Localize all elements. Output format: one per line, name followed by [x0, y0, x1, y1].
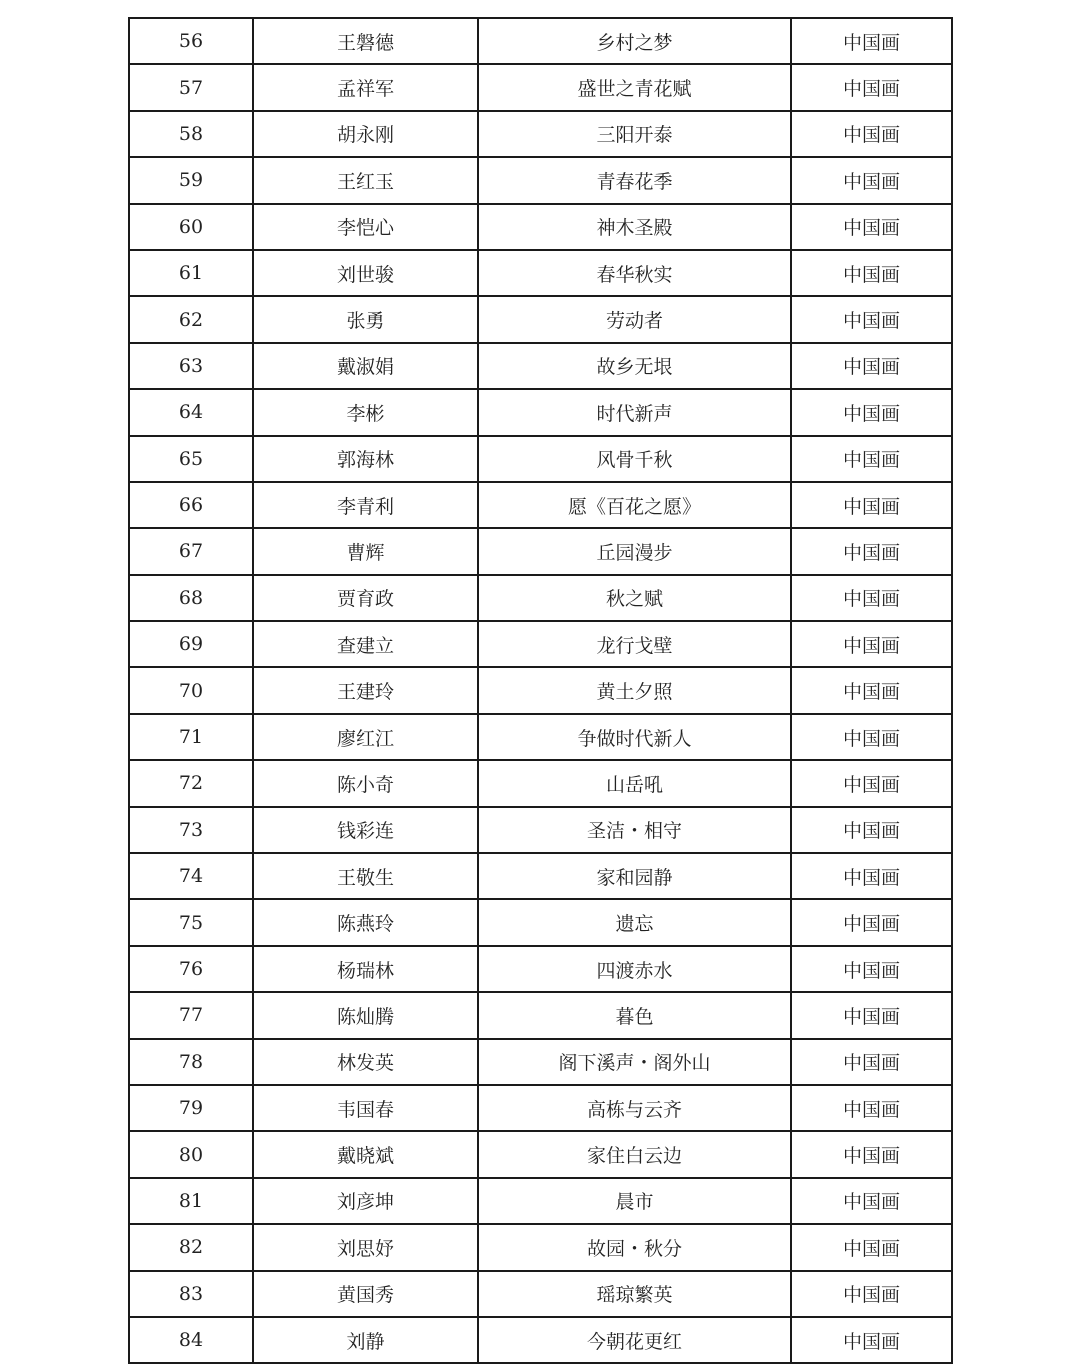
- artist-name-cell: 刘世骏: [253, 250, 478, 296]
- artwork-title-cell: 家住白云边: [478, 1131, 791, 1177]
- artist-name-cell: 王红玉: [253, 157, 478, 203]
- artwork-title-cell: 四渡赤水: [478, 946, 791, 992]
- table-row: [129, 992, 952, 1038]
- category-cell: 中国画: [791, 18, 952, 64]
- artist-name-cell: 王磐德: [253, 18, 478, 64]
- table-row: [129, 343, 952, 389]
- category-cell: 中国画: [791, 1224, 952, 1270]
- artist-name-cell: 陈灿腾: [253, 992, 478, 1038]
- artwork-title-cell: 今朝花更红: [478, 1317, 791, 1363]
- category-cell: 中国画: [791, 204, 952, 250]
- artist-name-cell: 张勇: [253, 296, 478, 342]
- artwork-title-cell: 愿《百花之愿》: [478, 482, 791, 528]
- table-row: [129, 436, 952, 482]
- row-number-cell: 74: [129, 853, 253, 899]
- artwork-title-cell: 家和园静: [478, 853, 791, 899]
- artwork-title-cell: 乡村之梦: [478, 18, 791, 64]
- artwork-title-cell: 青春花季: [478, 157, 791, 203]
- artwork-title-cell: 故乡无垠: [478, 343, 791, 389]
- artwork-title-cell: 暮色: [478, 992, 791, 1038]
- artist-name-cell: 刘静: [253, 1317, 478, 1363]
- row-number-cell: 77: [129, 992, 253, 1038]
- category-cell: 中国画: [791, 667, 952, 713]
- row-number-cell: 69: [129, 621, 253, 667]
- category-cell: 中国画: [791, 807, 952, 853]
- category-cell: 中国画: [791, 111, 952, 157]
- row-number-cell: 82: [129, 1224, 253, 1270]
- artwork-title-cell: 风骨千秋: [478, 436, 791, 482]
- artist-name-cell: 陈小奇: [253, 760, 478, 806]
- category-cell: 中国画: [791, 714, 952, 760]
- row-number-cell: 56: [129, 18, 253, 64]
- table-row: [129, 621, 952, 667]
- artwork-title-cell: 丘园漫步: [478, 528, 791, 574]
- category-cell: 中国画: [791, 389, 952, 435]
- artist-name-cell: 韦国春: [253, 1085, 478, 1131]
- table-row: [129, 1039, 952, 1085]
- table-row: [129, 296, 952, 342]
- category-cell: 中国画: [791, 436, 952, 482]
- table-row: [129, 1085, 952, 1131]
- artwork-title-cell: 遗忘: [478, 899, 791, 945]
- table-row: [129, 157, 952, 203]
- artist-name-cell: 郭海林: [253, 436, 478, 482]
- category-cell: 中国画: [791, 250, 952, 296]
- artwork-title-cell: 春华秋实: [478, 250, 791, 296]
- table-row: [129, 760, 952, 806]
- category-cell: 中国画: [791, 528, 952, 574]
- row-number-cell: 81: [129, 1178, 253, 1224]
- table-row: [129, 807, 952, 853]
- artist-name-cell: 李恺心: [253, 204, 478, 250]
- row-number-cell: 73: [129, 807, 253, 853]
- table-row: [129, 853, 952, 899]
- row-number-cell: 75: [129, 899, 253, 945]
- category-cell: 中国画: [791, 1085, 952, 1131]
- table-row: [129, 64, 952, 110]
- artwork-title-cell: 争做时代新人: [478, 714, 791, 760]
- category-cell: 中国画: [791, 1178, 952, 1224]
- table-row: [129, 575, 952, 621]
- category-cell: 中国画: [791, 760, 952, 806]
- artist-name-cell: 廖红江: [253, 714, 478, 760]
- table-row: [129, 1131, 952, 1177]
- artist-name-cell: 刘思妤: [253, 1224, 478, 1270]
- artist-name-cell: 王敬生: [253, 853, 478, 899]
- artwork-title-cell: 神木圣殿: [478, 204, 791, 250]
- artist-name-cell: 钱彩连: [253, 807, 478, 853]
- row-number-cell: 84: [129, 1317, 253, 1363]
- category-cell: 中国画: [791, 621, 952, 667]
- row-number-cell: 71: [129, 714, 253, 760]
- table-row: [129, 899, 952, 945]
- artist-name-cell: 王建玲: [253, 667, 478, 713]
- artist-name-cell: 陈燕玲: [253, 899, 478, 945]
- category-cell: 中国画: [791, 296, 952, 342]
- row-number-cell: 66: [129, 482, 253, 528]
- artist-name-cell: 胡永刚: [253, 111, 478, 157]
- artwork-list-table: [128, 17, 953, 1364]
- table-row: [129, 389, 952, 435]
- artwork-title-cell: 龙行戈壁: [478, 621, 791, 667]
- artist-name-cell: 戴淑娟: [253, 343, 478, 389]
- artwork-title-cell: 瑶琼繁英: [478, 1271, 791, 1317]
- table-row: [129, 528, 952, 574]
- artwork-title-cell: 三阳开泰: [478, 111, 791, 157]
- artwork-title-cell: 劳动者: [478, 296, 791, 342]
- artwork-title-cell: 黄土夕照: [478, 667, 791, 713]
- table-row: [129, 714, 952, 760]
- table-body: [129, 18, 952, 1363]
- artist-name-cell: 戴晓斌: [253, 1131, 478, 1177]
- artist-name-cell: 林发英: [253, 1039, 478, 1085]
- row-number-cell: 72: [129, 760, 253, 806]
- row-number-cell: 63: [129, 343, 253, 389]
- category-cell: 中国画: [791, 1131, 952, 1177]
- row-number-cell: 68: [129, 575, 253, 621]
- category-cell: 中国画: [791, 482, 952, 528]
- table-row: [129, 204, 952, 250]
- table-row: [129, 1178, 952, 1224]
- artwork-title-cell: 晨市: [478, 1178, 791, 1224]
- category-cell: 中国画: [791, 899, 952, 945]
- artist-name-cell: 刘彦坤: [253, 1178, 478, 1224]
- category-cell: 中国画: [791, 157, 952, 203]
- category-cell: 中国画: [791, 1039, 952, 1085]
- table-row: [129, 482, 952, 528]
- row-number-cell: 67: [129, 528, 253, 574]
- row-number-cell: 76: [129, 946, 253, 992]
- artist-name-cell: 黄国秀: [253, 1271, 478, 1317]
- row-number-cell: 64: [129, 389, 253, 435]
- row-number-cell: 65: [129, 436, 253, 482]
- table-row: [129, 18, 952, 64]
- category-cell: 中国画: [791, 992, 952, 1038]
- artwork-title-cell: 盛世之青花赋: [478, 64, 791, 110]
- category-cell: 中国画: [791, 343, 952, 389]
- artist-name-cell: 贾育政: [253, 575, 478, 621]
- artwork-title-cell: 阁下溪声・阁外山: [478, 1039, 791, 1085]
- artwork-title-cell: 故园・秋分: [478, 1224, 791, 1270]
- row-number-cell: 60: [129, 204, 253, 250]
- category-cell: 中国画: [791, 1271, 952, 1317]
- table-row: [129, 250, 952, 296]
- artist-name-cell: 查建立: [253, 621, 478, 667]
- row-number-cell: 79: [129, 1085, 253, 1131]
- row-number-cell: 59: [129, 157, 253, 203]
- artwork-title-cell: 高栋与云齐: [478, 1085, 791, 1131]
- table-row: [129, 1317, 952, 1363]
- artist-name-cell: 李彬: [253, 389, 478, 435]
- artwork-title-cell: 山岳吼: [478, 760, 791, 806]
- table-row: [129, 111, 952, 157]
- category-cell: 中国画: [791, 946, 952, 992]
- category-cell: 中国画: [791, 575, 952, 621]
- artist-name-cell: 李青利: [253, 482, 478, 528]
- table-row: [129, 667, 952, 713]
- table-row: [129, 946, 952, 992]
- artist-name-cell: 孟祥军: [253, 64, 478, 110]
- row-number-cell: 57: [129, 64, 253, 110]
- row-number-cell: 80: [129, 1131, 253, 1177]
- artwork-title-cell: 秋之赋: [478, 575, 791, 621]
- table-row: [129, 1271, 952, 1317]
- artist-name-cell: 曹辉: [253, 528, 478, 574]
- table-row: [129, 1224, 952, 1270]
- row-number-cell: 78: [129, 1039, 253, 1085]
- artwork-title-cell: 圣洁・相守: [478, 807, 791, 853]
- category-cell: 中国画: [791, 1317, 952, 1363]
- row-number-cell: 61: [129, 250, 253, 296]
- row-number-cell: 83: [129, 1271, 253, 1317]
- row-number-cell: 62: [129, 296, 253, 342]
- row-number-cell: 70: [129, 667, 253, 713]
- category-cell: 中国画: [791, 64, 952, 110]
- artist-name-cell: 杨瑞林: [253, 946, 478, 992]
- row-number-cell: 58: [129, 111, 253, 157]
- artwork-title-cell: 时代新声: [478, 389, 791, 435]
- category-cell: 中国画: [791, 853, 952, 899]
